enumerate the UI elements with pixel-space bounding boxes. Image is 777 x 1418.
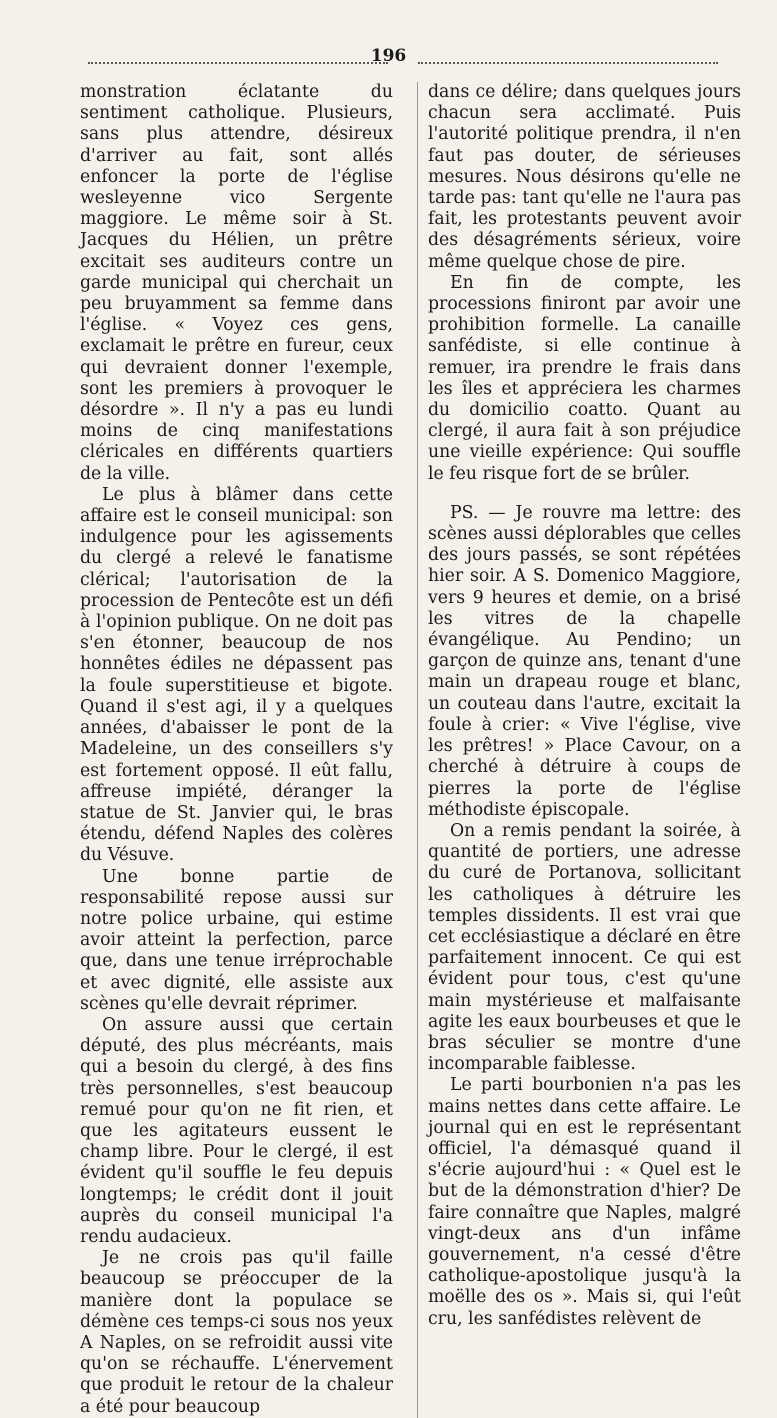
left-column [80, 82, 393, 1418]
header-rule-right [418, 62, 718, 64]
paragraph: Je ne crois pas qu'il faille beaucoup se préoccuper de la manière dont la populace se démène ces temps-ci sous nos yeux A Naples, on se refroidit aussi vite qu'on se réchauffe. L'énervement que produit le retour de la chaleur a été pour beaucoup [80, 1248, 393, 1417]
paragraph: Une bonne partie de responsabilité repose aussi sur notre police urbaine, qui estime avoir atteint la perfection, parce que, dans une tenue irréprochable et avec dignité, elle assiste aux scènes qu'elle devrait réprimer. [80, 866, 393, 1014]
paragraph: dans ce délire; dans quelques jours chacun sera acclimaté. Puis l'autorité politique prendra, il n'en faut pas douter, de sérieuses mesures. Nous désirons qu'elle ne tarde pas: tant qu'elle ne l'aura pas fait, les protestants peuvent avoir des désagréments sérieux, voire même quelque chose de pire. [428, 82, 741, 272]
right-column [417, 82, 741, 1418]
postscript-paragraph: PS. — Je rouvre ma lettre: des scènes aussi déplorables que celles des jours passés, se sont répétées hier soir. A S. Domenico Maggiore, vers 9 heures et demie, on a brisé les vitres de la chapelle évangélique. Au Pendino; un garçon de quinze ans, tenant d'une main un drapeau rouge et blanc, un couteau dans l'autre, excitait la foule à crier: « Vive l'église, vive les prêtres! » Place Cavour, on a cherché à détruire à coups de pierres la porte de l'église méthodiste épiscopale. [428, 502, 741, 820]
paragraph: On assure aussi que certain député, des plus mécréants, mais qui a besoin du clergé, à des fins très personnelles, s'est beaucoup remué pour qu'on ne fit rien, et que les agitateurs eussent le champ libre. Pour le clergé, il est évident qu'il souffle le feu depuis longtemps; le crédit dont il jouit auprès du conseil municipal l'a rendu audacieux. [80, 1014, 393, 1247]
paragraph: monstration éclatante du sentiment catholique. Plusieurs, sans plus attendre, désireux d'arriver au fait, sont allés enfoncer la porte de l'église wesleyenne vico Sergente maggiore. Le même soir à St. Jacques du Hélien, un prêtre excitait ses auditeurs contre un garde municipal qui cherchait un peu bruyamment sa femme dans l'église. « Voyez ces gens, exclamait le prêtre en fureur, ceux qui devraient donner l'exemple, sont les premiers à provoquer le désordre ». Il n'y a pas eu lundi moins de cinq manifestations cléricales en différents quartiers de la ville. [80, 82, 393, 484]
page-number: 196 [370, 46, 407, 66]
paragraph: On a remis pendant la soirée, à quantité de portiers, une adresse du curé de Portanova, sollicitant les catholiques à détruire les temples dissidents. Il est vrai que cet ecclésiastique a déclaré en être parfaitement innocent. Ce qui est évident pour tous, c'est qu'une main mystérieuse et malfaisante agite les eaux bourbeuses et que le bras séculier se montre d'une incomparable faiblesse. [428, 820, 741, 1075]
text-columns [80, 82, 741, 1418]
paragraph: Le plus à blâmer dans cette affaire est le conseil municipal: son indulgence pour les agissements du clergé a relevé le fanatisme clérical; l'autorisation de la procession de Pentecôte est un défi à l'opinion publique. On ne doit pas s'en étonner, beaucoup de nos honnêtes édiles ne dépassent pas la foule superstitieuse et bigote. Quand il s'est agi, il y a quelques années, d'abaisser le pont de la Madeleine, un des conseillers s'y est fortement opposé. Il eût fallu, affreuse impiété, déranger la statue de St. Janvier qui, le bras étendu, défend Naples des colères du Vésuve. [80, 484, 393, 866]
header-rule-left [88, 62, 388, 64]
paragraph: Le parti bourbonien n'a pas les mains nettes dans cette affaire. Le journal qui en est le représentant officiel, l'a démasqué quand il s'écrie aujourd'hui : « Quel est le but de la démonstration d'hier? De faire connaître que Naples, malgré vingt-deux ans d'un infâme gouvernement, n'a cessé d'être catholique-apostolique jusqu'à la moëlle des os ». Mais si, qui l'eût cru, les sanfédistes relèvent de [428, 1075, 741, 1329]
paragraph: En fin de compte, les processions finiront par avoir une prohibition formelle. La canaille sanfédiste, si elle continue à remuer, ira prendre le frais dans les îles et appréciera les charmes du domicilio coatto. Quant au clergé, il aura fait à son préjudice une vieille expérience: Qui souffle le feu risque fort de se brûler. [428, 272, 741, 484]
